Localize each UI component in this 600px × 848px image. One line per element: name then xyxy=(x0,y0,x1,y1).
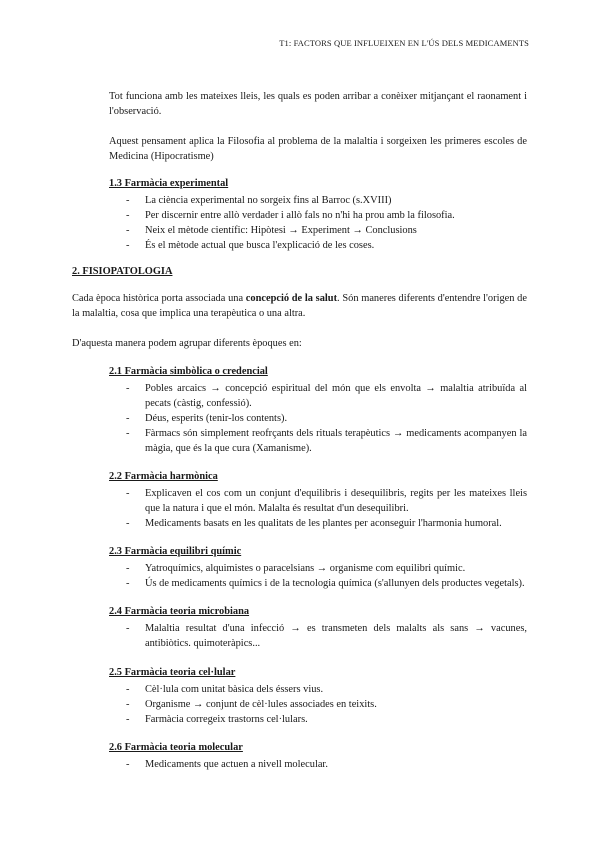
list-item xyxy=(126,411,527,426)
section-2-4-heading: 2.4 Farmàcia teoria microbiana xyxy=(109,606,250,617)
list-item xyxy=(126,757,527,772)
bullet-dash: - xyxy=(126,623,130,634)
bullet-dash: - xyxy=(126,518,130,529)
bullet-dash: - xyxy=(126,195,130,206)
intro-paragraph-1: Tot funciona amb les mateixes lleis, les quals es poden arribar a conèixer mitjançant el raonament i l'observació. xyxy=(109,91,527,117)
intro-paragraph-2: Aquest pensament aplica la Filosofia al problema de la malaltia i sorgeixen les primeres escoles de Medicina (Hipocratisme) xyxy=(109,136,527,162)
bullet-dash: - xyxy=(126,383,130,394)
list-item-text: La ciència experimental no sorgeix fins al Barroc (s.XVIII) xyxy=(145,195,392,206)
section-2-1-heading: 2.1 Farmàcia simbòlica o credencial xyxy=(109,366,268,377)
list-item-text: Neix el mètode científic: Hipòtesi → Experiment → Conclusions xyxy=(145,225,417,236)
list-item-text: Cèl·lula com unitat bàsica dels éssers vius. xyxy=(145,684,324,695)
list-item-text: Fàrmacs són simplement reofrçants dels rituals terapèutics → medicaments acompanyen la màgia, que és la que cura (Xamanisme). xyxy=(145,428,527,454)
text-run: Cada època històrica porta associada una xyxy=(72,293,246,304)
list-item-text: És el mètode actual que busca l'explicació de les coses. xyxy=(145,240,375,251)
list-item xyxy=(126,697,527,712)
list-item xyxy=(126,238,527,253)
list-item-text: Ús de medicaments químics i de la tecnologia química (s'allunyen dels productes vegetals). xyxy=(145,578,525,589)
list-item xyxy=(126,576,527,591)
running-header: T1: FACTORS QUE INFLUEIXEN EN L'ÚS DELS MEDICAMENTS xyxy=(279,38,529,48)
text-run: . Són maneres diferents d'entendre l'origen de la malaltia, cosa que implica una terapèutica o una altra. xyxy=(72,293,527,319)
section-2-heading: 2. FISIOPATOLOGIA xyxy=(72,266,173,277)
section-2-paragraph-2: D'aquesta manera podem agrupar diferents èpoques en: xyxy=(72,338,302,349)
section-2-5-heading: 2.5 Farmàcia teoria cel·lular xyxy=(109,667,236,678)
list-item xyxy=(126,426,527,456)
bullet-dash: - xyxy=(126,210,130,221)
list-item-text: Déus, esperits (tenir-los contents). xyxy=(145,413,288,424)
list-item-text: Malaltia resultat d'una infecció → es transmeten dels malalts als sans → vacunes, antibiòtics. quimoteràpics... xyxy=(145,623,527,649)
bold-term: concepció de la salut xyxy=(245,293,338,304)
list-item xyxy=(126,712,527,727)
list-item-text: Per discernir entre allò verdader i allò fals no n'hi ha prou amb la filosofia. xyxy=(145,210,455,221)
list-item-text: Farmàcia corregeix trastorns cel·lulars. xyxy=(145,714,308,725)
bullet-dash: - xyxy=(126,699,130,710)
section-2-6-heading: 2.6 Farmàcia teoria molecular xyxy=(109,742,243,753)
bullet-dash: - xyxy=(126,684,130,695)
bullet-dash: - xyxy=(126,488,130,499)
bullet-dash: - xyxy=(126,240,130,251)
list-item-text: Explicaven el cos com un conjunt d'equilibris i desequilibris, regits per les mateixes lleis que la natura i que el món. Malalta és resultat d'un desequilibri. xyxy=(145,488,527,514)
list-item xyxy=(126,621,527,651)
list-item xyxy=(126,193,527,208)
bullet-dash: - xyxy=(126,413,130,424)
section-2-paragraph-1 xyxy=(72,291,527,321)
bullet-dash: - xyxy=(126,759,130,770)
list-item-text: Yatroquímics, alquimistes o paracelsians → organisme com equilibri químic. xyxy=(145,563,466,574)
section-2-2-heading: 2.2 Farmàcia harmònica xyxy=(109,471,218,482)
bullet-dash: - xyxy=(126,578,130,589)
list-item-text: Pobles arcaics → concepció espiritual del món que els envolta → malaltia atribuïda al pecats (càstig, confessió). xyxy=(145,383,527,409)
list-item xyxy=(126,486,527,516)
bullet-dash: - xyxy=(126,225,130,236)
list-item-text: Organisme → conjunt de cèl·lules associades en teixits. xyxy=(145,699,377,710)
section-1-3-heading: 1.3 Farmàcia experimental xyxy=(109,178,229,189)
list-item xyxy=(126,682,527,697)
bullet-dash: - xyxy=(126,563,130,574)
list-item xyxy=(126,208,527,223)
list-item xyxy=(126,561,527,576)
list-item xyxy=(126,516,527,531)
bullet-dash: - xyxy=(126,714,130,725)
list-item xyxy=(126,223,527,238)
list-item-text: Medicaments basats en les qualitats de les plantes per aconseguir l'harmonia humoral. xyxy=(145,518,502,529)
list-item xyxy=(126,381,527,411)
section-2-3-heading: 2.3 Farmàcia equilibri químic xyxy=(109,546,242,557)
bullet-dash: - xyxy=(126,428,130,439)
list-item-text: Medicaments que actuen a nivell molecular. xyxy=(145,759,328,770)
